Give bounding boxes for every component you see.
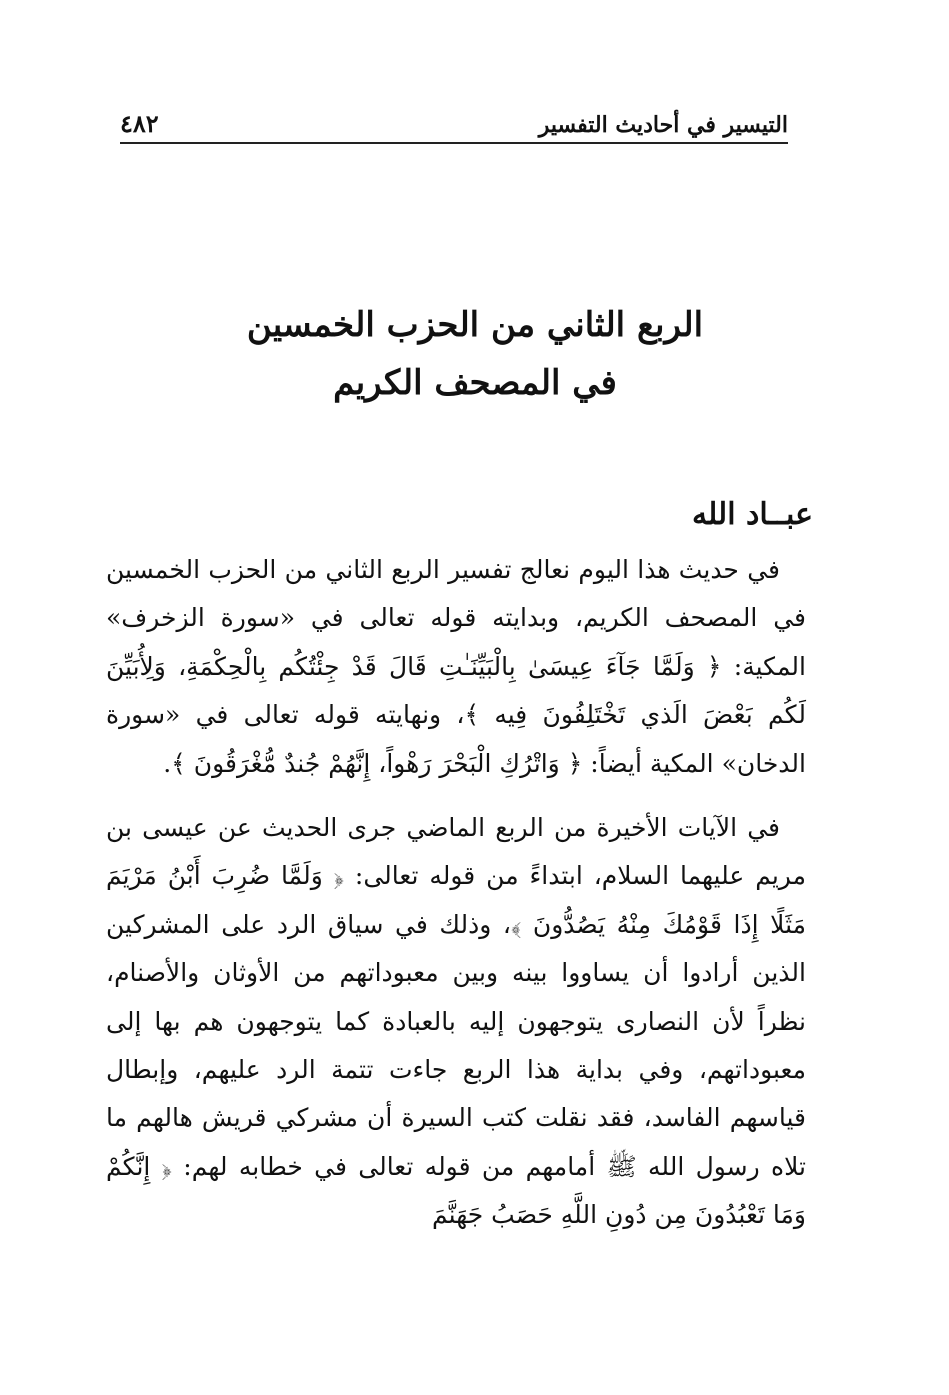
quran-verse-3: ﴿ وَلَمَّا ضُرِبَ أَبْنُ مَرْيَمَ مَثَلًا إِذَا قَوْمُكَ مِنْهُ يَصُدُّونَ ﴾ <box>106 861 807 939</box>
page-number: ٤٨٢ <box>120 109 159 138</box>
quran-verse-4: ﴿ إِنَّكُمْ وَمَا تَعْبُدُونَ مِن دُونِ اللَّهِ حَصَبُ جَهَنَّمَ <box>106 1151 806 1230</box>
paragraph-2-text-2: ، وذلك في سياق الرد على المشركين الذين أرادوا أن يساووا بينه وبين معبوداتهم من الأوثان والأصنام، نظراً لأن النصارى يتوجهون إليه بالعبادة كما يتوجهون هم بها إلى معبوداتهم، وفي بداية هذا الربع جاءت تتمة الرد عليهم، وإبطال قياسهم الفاسد، فقد نقلت كتب السيرة أن مشركي قريش هالهم ما تلاه رسول الله ﷺ أمامهم من قوله تعالى في خطابه لهم: <box>106 909 807 1181</box>
paragraph-1-text-3: . <box>163 748 172 778</box>
paragraph-2 <box>106 804 806 1240</box>
chapter-title-line-1: الربع الثاني من الحزب الخمسين <box>246 305 704 345</box>
paragraph-1-text-1: في حديث هذا اليوم نعالج تفسير الربع الثاني من الحزب الخمسين في المصحف الكريم، وبدايته قوله تعالى في «سورة الزخرف» المكية: <box>106 555 806 681</box>
paragraph-1-text-2: ، ونهايته قوله تعالى في «سورة الدخان» المكية أيضاً: <box>106 700 806 778</box>
body-text <box>106 546 806 1240</box>
quran-verse-2: ﴿ وَاتْرُكِ الْبَحْرَ رَهْواً، إِنَّهُمْ جُندٌ مُّغْرَقُونَ ﴾ <box>171 748 583 778</box>
paragraph-2-text-1: في الآيات الأخيرة من الربع الماضي جرى الحديث عن عيسى بن مريم عليهما السلام، ابتداءً من قوله تعالى: <box>106 813 806 891</box>
quran-verse-1: ﴿ وَلَمَّا جَآءَ عِيسَىٰ بِالْبَيِّنَـٰتِ قَالَ قَدْ جِئْتُكُم بِالْحِكْمَةِ، وَلِأُبَيِّنَ لَكُم بَعْضَ الَذي تَخْتَلِفُونَ فِيه ﴾ <box>106 651 806 730</box>
chapter-title <box>100 296 850 412</box>
running-header <box>120 108 788 144</box>
paragraph-1 <box>106 546 806 788</box>
chapter-title-line-2: في المصحف الكريم <box>333 363 617 403</box>
section-heading: عبــاد الله <box>692 497 813 532</box>
running-title: التيسير في أحاديث التفسير <box>538 112 788 138</box>
